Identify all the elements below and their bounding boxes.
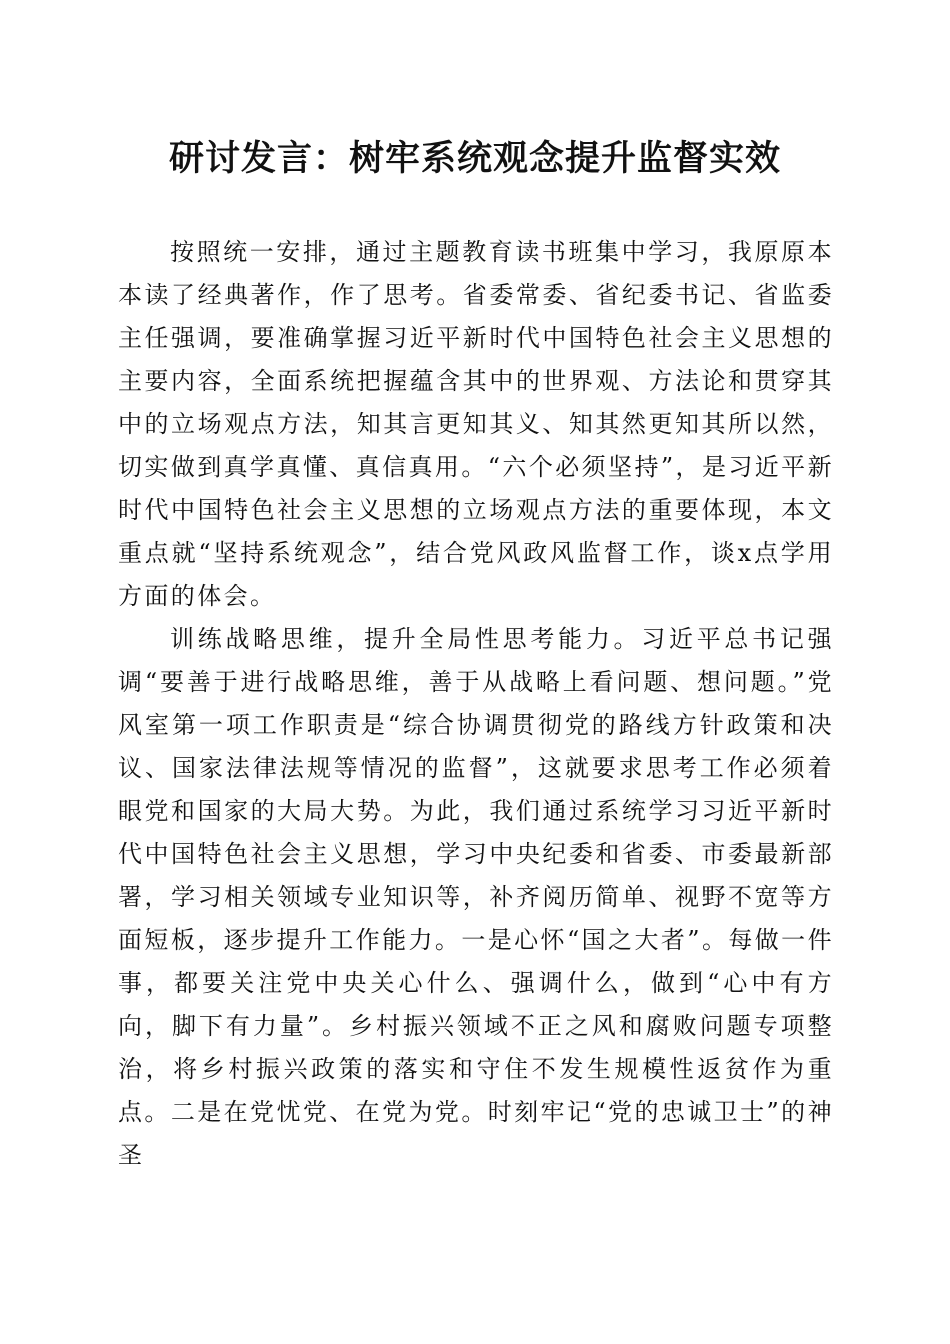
paragraph-intro: 按照统一安排，通过主题教育读书班集中学习，我原原本本读了经典著作，作了思考。省委常委、省纪委书记、省监委主任强调，要准确掌握习近平新时代中国特色社会主义思想的主要内容，全面系统把握蕴含其中的世界观、方法论和贯穿其中的立场观点方法，知其言更知其义、知其然更知其所以然，切实做到真学真懂、真信真用。“六个必须坚持”，是习近平新时代中国特色社会主义思想的立场观点方法的重要体现，本文重点就“坚持系统观念”，结合党风政风监督工作，谈x点学用方面的体会。 — [118, 238, 834, 610]
document-body — [118, 231, 834, 1177]
paragraph-strategic-thinking: 训练战略思维，提升全局性思考能力。习近平总书记强调“要善于进行战略思维，善于从战略上看问题、想问题。”党风室第一项工作职责是“综合协调贯彻党的路线方针政策和决议、国家法律法规等情况的监督”，这就要求思考工作必须着眼党和国家的大局大势。为此，我们通过系统学习习近平新时代中国特色社会主义思想，学习中央纪委和省委、市委最新部署，学习相关领域专业知识等，补齐阅历简单、视野不宽等方面短板，逐步提升工作能力。一是心怀“国之大者”。每做一件事，都要关注党中央关心什么、强调什么，做到“心中有方向，脚下有力量”。乡村振兴领域不正之风和腐败问题专项整治，将乡村振兴政策的落实和守住不发生规模性返贫作为重点。二是在党忧党、在党为党。时刻牢记“党的忠诚卫士”的神圣 — [118, 625, 834, 1169]
document-title: 研讨发言：树牢系统观念提升监督实效 — [168, 138, 781, 179]
